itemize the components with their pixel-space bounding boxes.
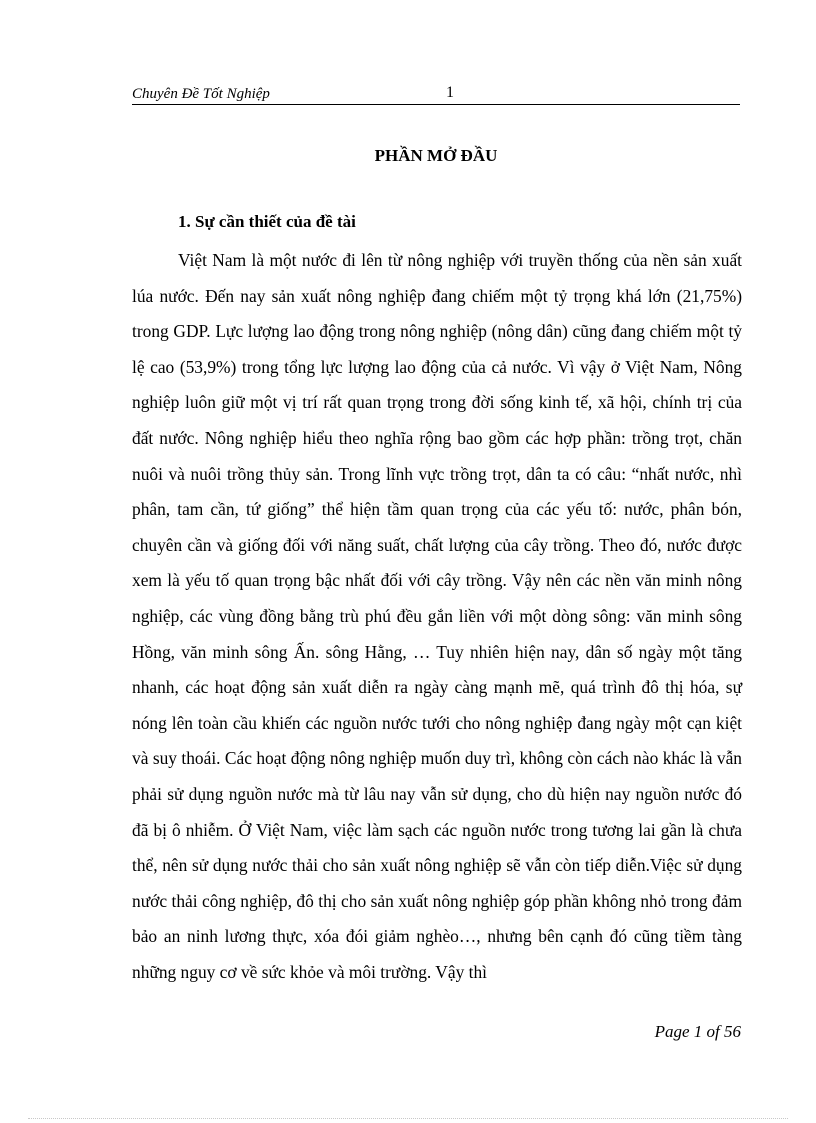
section-heading: PHẦN MỞ ĐẦU	[374, 146, 498, 165]
body-paragraph: Việt Nam là một nước đi lên từ nông nghiệp với truyền thống của nền sản xuất lúa nước. Đến nay sản xuất nông nghiệp đang chiếm một tỷ trọng khá lớn (21,75%) trong GDP. Lực lượng lao động trong nông nghiệp (nông dân) cũng đang chiếm một tỷ lệ cao (53,9%) trong tổng lực lượng lao động của cả nước. Vì vậy ở Việt Nam, Nông nghiệp luôn giữ một vị trí rất quan trọng trong đời sống kinh tế, xã hội, chính trị của đất nước. Nông nghiệp hiểu theo nghĩa rộng bao gồm các hợp phần: trồng trọt, chăn nuôi và nuôi trồng thủy sản. Trong lĩnh vực trồng trọt, dân ta có câu: “nhất nước, nhì phân, tam cần, tứ giống” thể hiện tầm quan trọng của các yếu tố: nước, phân bón, chuyên cần và giống đối với năng suất, chất lượng của cây trồng. Theo đó, nước được xem là yếu tố quan trọng bậc nhất đối với cây trồng. Vậy nên các nền văn minh nông nghiệp, các vùng đồng bằng trù phú đều gắn liền với một dòng sông: văn minh sông Hồng, văn minh sông Ấn. sông Hằng, … Tuy nhiên hiện nay, dân số ngày một tăng nhanh, các hoạt động sản xuất diễn ra ngày càng mạnh mẽ, quá trình đô thị hóa, sự nóng lên toàn cầu khiến các nguồn nước tưới cho nông nghiệp đang ngày một cạn kiệt và suy thoái. Các hoạt động nông nghiệp muốn duy trì, không còn cách nào khác là vẫn phải sử dụng nguồn nước mà từ lâu nay vẫn sử dụng, cho dù hiện nay nguồn nước đó đã bị ô nhiễm. Ở Việt Nam, việc làm sạch các nguồn nước trong tương lai gần là chưa thể, nên sử dụng nước thải cho sản xuất nông nghiệp sẽ vẫn còn tiếp diễn.Việc sử dụng nước thải công nghiệp, đô thị cho sản xuất nông nghiệp góp phần không nhỏ trong đảm bảo an ninh lương thực, xóa đói giảm nghèo…, nhưng bên cạnh đó cũng tiềm tàng những nguy cơ về sức khỏe và môi trường. Vậy thì	[132, 250, 742, 982]
header-page-number: 1	[446, 84, 454, 101]
page-bottom-divider	[28, 1118, 788, 1119]
footer-page-label: Page 1 of 56	[654, 1022, 741, 1041]
page-header	[132, 82, 740, 105]
subsection-heading: 1. Sự cần thiết của đề tài	[178, 212, 356, 231]
header-title: Chuyên Đề Tốt Nghiệp	[132, 86, 270, 102]
